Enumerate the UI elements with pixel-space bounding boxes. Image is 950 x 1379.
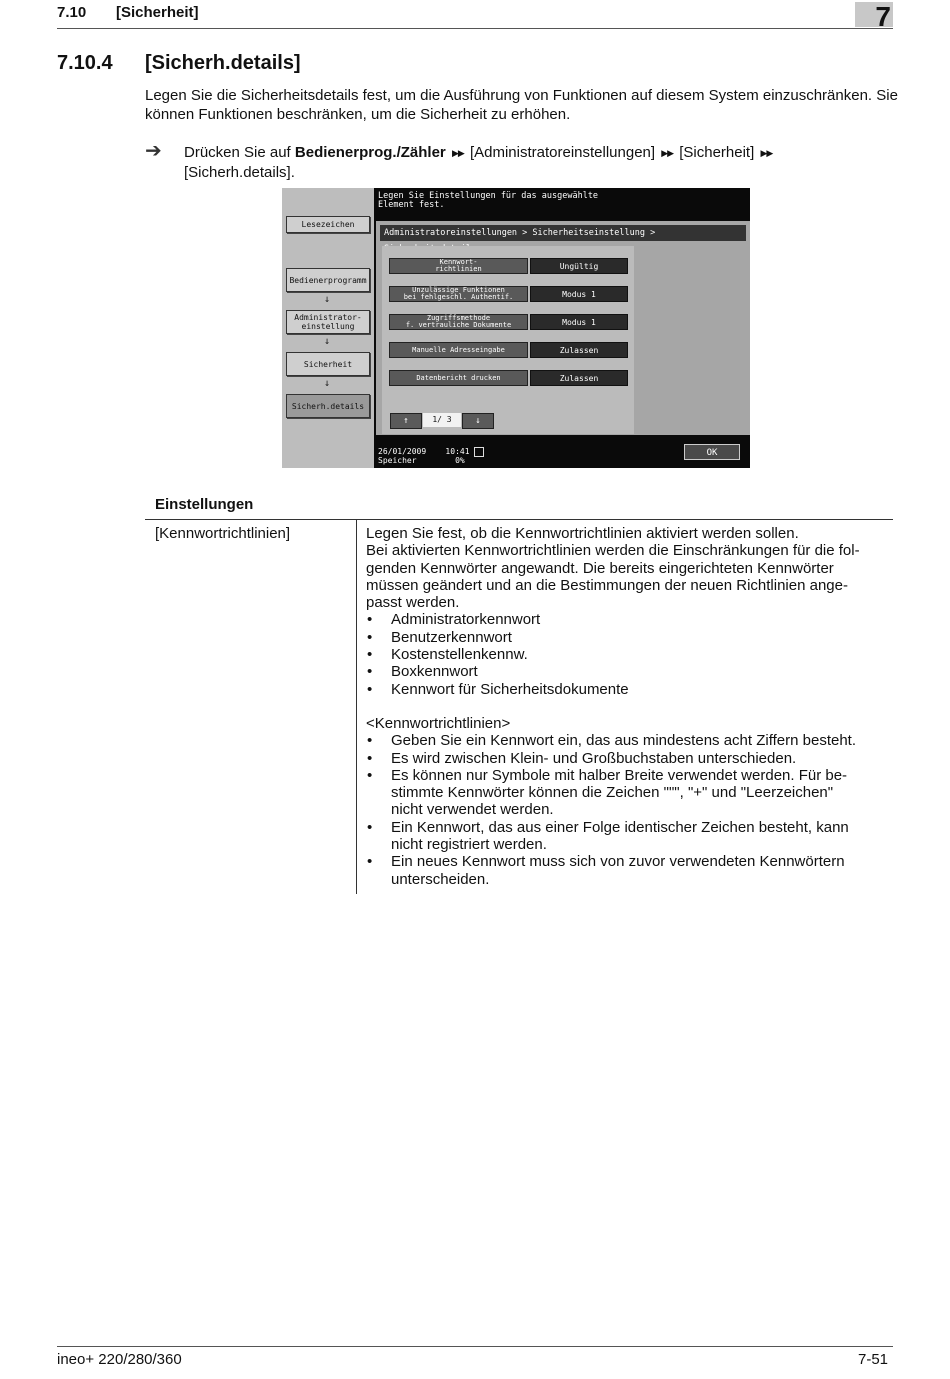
header-section-title: [Sicherheit]	[116, 4, 199, 21]
step-prefix: Drücken Sie auf	[184, 144, 295, 161]
list-item: • Kennwort für Sicherheitsdokumente	[366, 681, 886, 698]
ok-button[interactable]: OK	[684, 444, 740, 460]
step-key: Bedienerprog./Zähler	[294, 144, 446, 161]
status-icon	[474, 447, 484, 457]
list-item: • Es wird zwischen Klein- und Großbuchstaben unterschieden.	[366, 750, 886, 767]
table-column-divider	[356, 519, 357, 894]
description-p2: Bei aktivierten Kennwortrichtlinien werden die Einschränkungen für die fol- genden Kennwörter angewandt. Die bereits eingerichteten Kennwörter müssen geändert und an die Bestimmungen der neuen Richtlinien ange- passt werden.	[366, 542, 860, 612]
step-instruction	[184, 143, 864, 182]
list-item: • Boxkennwort	[366, 663, 886, 680]
double-arrow-icon: ▶▶	[451, 148, 464, 158]
step-part3: [Sicherh.details].	[184, 164, 295, 181]
screen-breadcrumb: Administratoreinstellungen > Sicherheitseinstellung >	[380, 225, 746, 241]
settings-description	[366, 525, 886, 888]
list-item: • Ein Kennwort, das aus einer Folge identischer Zeichen besteht, kann nicht registriert werden.	[366, 819, 886, 854]
list-item: • Administratorkennwort	[366, 611, 886, 628]
header-rule	[57, 28, 893, 29]
screen-message: Legen Sie Einstellungen für das ausgewählte Element fest.	[378, 191, 599, 210]
footer-product: ineo+ 220/280/360	[57, 1351, 182, 1368]
security-details-button[interactable]: Sicherh.details	[286, 394, 370, 418]
chapter-tab: 7	[855, 2, 893, 27]
print-data-report-value: Zulassen	[530, 370, 628, 386]
list-item: • Benutzerkennwort	[366, 629, 886, 646]
header-section-number: 7.10	[57, 4, 87, 21]
arrow-down-icon: ↓	[324, 336, 331, 347]
security-button[interactable]: Sicherheit	[286, 352, 370, 376]
prohibited-functions-value: Modus 1	[530, 286, 628, 302]
intro-paragraph: Legen Sie die Sicherheitsdetails fest, um die Ausführung von Funktionen auf diesem System einzuschränken. Sie können Funktionen beschränken, um die Sicherheit zu erhöhen.	[145, 87, 898, 123]
arrow-down-icon: ↓	[324, 378, 331, 389]
password-rules-value: Ungültig	[530, 258, 628, 274]
description-p1: Legen Sie fest, ob die Kennwortrichtlinien aktiviert werden sollen.	[366, 525, 799, 542]
password-types-list	[366, 611, 886, 697]
manual-address-button[interactable]: Manuelle Adresseingabe	[389, 342, 528, 358]
operator-program-button[interactable]: Bedienerprogramm	[286, 268, 370, 292]
access-method-button[interactable]: Zugriffsmethode f. vertrauliche Dokumente	[389, 314, 528, 330]
double-arrow-icon: ▶▶	[661, 148, 674, 158]
settings-heading: Einstellungen	[155, 496, 254, 513]
list-item: • Kostenstellenkennw.	[366, 646, 886, 663]
page-indicator: 1/ 3	[423, 413, 461, 427]
screen-status: 26/01/2009 10:41 Speicher 0%	[378, 447, 470, 465]
section-title: [Sicherh.details]	[145, 52, 301, 74]
list-item: • Geben Sie ein Kennwort ein, das aus mindestens acht Ziffern besteht.	[366, 732, 886, 749]
footer-page-number: 7-51	[858, 1351, 889, 1368]
manual-address-value: Zulassen	[530, 342, 628, 358]
rules-subheading: <Kennwortrichtlinien>	[366, 714, 511, 732]
section-number: 7.10.4	[57, 52, 113, 74]
step-part1: [Administratoreinstellungen]	[465, 144, 660, 161]
list-item: • Ein neues Kennwort muss sich von zuvor verwendeten Kennwörtern unterscheiden.	[366, 853, 886, 888]
table-rule	[145, 519, 893, 520]
step-part2: [Sicherheit]	[675, 144, 759, 161]
step-arrow-icon: ➔	[145, 140, 162, 162]
print-data-report-button[interactable]: Datenbericht drucken	[389, 370, 528, 386]
admin-settings-button[interactable]: Administrator- einstellung	[286, 310, 370, 334]
double-arrow-icon: ▶▶	[760, 148, 773, 158]
footer-rule	[57, 1346, 893, 1347]
page-down-button[interactable]: ↓	[462, 413, 494, 429]
access-method-value: Modus 1	[530, 314, 628, 330]
arrow-down-icon: ↓	[324, 294, 331, 305]
password-rules-list	[366, 732, 886, 888]
list-item: • Es können nur Symbole mit halber Breite verwendet werden. Für be- stimmte Kennwörter können die Zeichen """, "+" und "Leerzeichen" nicht verwendet werden.	[366, 767, 886, 819]
password-rules-button[interactable]: Kennwort- richtlinien	[389, 258, 528, 274]
bookmark-button[interactable]: Lesezeichen	[286, 216, 370, 233]
device-screen	[282, 188, 750, 468]
page-up-button[interactable]: ↑	[390, 413, 422, 429]
prohibited-functions-button[interactable]: Unzulässige Funktionen bei fehlgeschl. Authentif.	[389, 286, 528, 302]
settings-key: [Kennwortrichtlinien]	[155, 525, 291, 542]
